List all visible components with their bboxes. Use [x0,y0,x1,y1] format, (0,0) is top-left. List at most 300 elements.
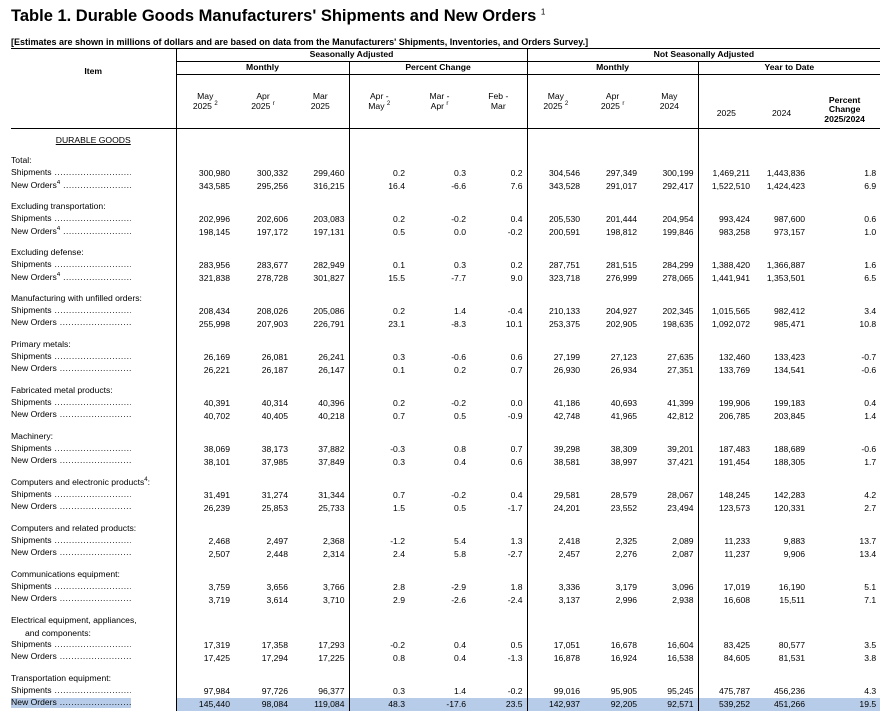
cell-value: 26,239 [203,502,230,513]
cell-value: 27,123 [610,352,638,363]
cell-value: 202,345 [641,306,698,319]
cell-value: 207,903 [256,318,288,329]
row-label: New Orders ..... [11,318,176,331]
row-label: Shipments ..... [11,640,176,653]
cell-value: 2.9 [393,594,405,605]
cell-value: 1,388,420 [711,260,751,271]
row-label: Shipments ..... [11,582,176,595]
table-row [11,214,880,227]
cell-value: 253,375 [549,318,581,329]
cell-value: -7.7 [451,272,466,283]
cell-value: 199,846 [641,226,698,239]
row-label: Shipments ..... [11,490,176,503]
cell-value: 0.2 [470,260,527,273]
cell-value: 99,016 [553,686,581,697]
cell-value: 17,358 [261,640,288,651]
cell-value: 40,396 [292,398,349,411]
cell-value: 200,591 [549,226,581,237]
cell-value: 134,541 [774,364,806,375]
row-label: New Orders ..... [11,594,176,607]
cell-value: 197,172 [256,226,288,237]
cell-value: 0.3 [393,686,405,697]
cell-value: 27,199 [553,352,581,363]
cell-value: 0.2 [454,364,466,375]
cell-value: 0.3 [393,456,405,467]
cell-value: 133,769 [719,364,751,375]
cell-value: 16,924 [610,652,638,663]
row-label: New Orders ..... [11,456,176,469]
column-header: May 2024 [641,75,698,129]
cell-value: 1.7 [864,456,877,467]
cell-value: 1.4 [454,306,466,317]
spacer [11,607,176,614]
cell-value: 40,391 [203,398,230,409]
cell-value: 278,728 [256,272,288,283]
cell-value: 0.2 [393,306,405,317]
item-header-label: Item [84,66,103,76]
cell-value: 17,425 [203,652,230,663]
row-label: Shipments ..... [11,168,176,181]
cell-value: 37,985 [261,456,288,467]
cell-value: 1.6 [864,260,877,271]
cell-value: 204,954 [641,214,698,227]
cell-value: 119,084 [292,698,349,711]
cell-value: 26,187 [261,364,288,375]
cell-value: 188,689 [774,444,806,455]
row-label: Shipments ..... [11,260,176,273]
cell-value: 2.7 [864,502,877,513]
cell-value: -0.9 [470,410,527,423]
cell-value: 0.3 [454,260,466,271]
cell-value: 40,218 [292,410,349,423]
spacer [11,423,176,430]
cell-value: 2,368 [292,536,349,549]
table-row [11,364,880,377]
cell-value: 278,065 [641,272,698,285]
cell-value: -0.6 [861,364,877,375]
cell-value: 0.4 [470,490,527,503]
cell-value: -1.2 [390,536,405,547]
table-body [11,129,880,711]
cell-value: 26,221 [203,364,230,375]
cell-value: 973,157 [774,226,806,237]
cell-value: 0.2 [470,168,527,181]
nsa-monthly-header: Monthly [527,62,698,75]
cell-value: 205,086 [292,306,349,319]
cell-value: -0.6 [861,444,877,455]
cell-value: 199,183 [774,398,806,409]
row-label: Shipments ..... [11,214,176,227]
cell-value: 451,266 [754,698,809,711]
cell-value: 0.2 [393,398,405,409]
cell-value: 299,460 [292,168,349,181]
cell-value: 3,096 [641,582,698,595]
cell-value: 2.4 [393,548,405,559]
cell-value: 16,608 [723,594,751,605]
table-row [11,260,880,273]
cell-value: 38,101 [203,456,230,467]
cell-value: 1.3 [470,536,527,549]
cell-value: 983,258 [719,226,751,237]
table-row [11,352,880,365]
cell-value: 96,377 [292,686,349,699]
cell-value: 202,905 [606,318,638,329]
cell-value: 1,353,501 [766,272,806,283]
cell-value: 148,245 [719,490,751,501]
cell-value: 26,241 [292,352,349,365]
group-title: Excluding transportation: [11,200,176,214]
cell-value: 0.4 [454,456,466,467]
cell-value: -0.2 [390,640,405,651]
cell-value: -0.7 [861,352,877,363]
cell-value: 297,349 [606,168,638,179]
cell-value: 4.2 [864,490,877,501]
cell-value: 37,421 [641,456,698,469]
cell-value: 98,084 [234,698,292,711]
cell-value: 2,276 [615,548,638,559]
cell-value: 276,999 [606,272,638,283]
spacer [11,469,176,476]
cell-value: -6.6 [451,180,466,191]
cell-value: -1.7 [470,502,527,515]
cell-value: 31,344 [292,490,349,503]
table-title [11,7,545,26]
cell-value: 300,332 [256,168,288,179]
table-row [11,456,880,469]
cell-value: 3,179 [615,582,638,593]
row-label: New Orders ..... [11,698,176,711]
column-header: Percent Change 2025/2024 [809,75,880,129]
cell-value: 10.8 [859,318,877,329]
cell-value: 0.2 [393,168,405,179]
table-row [11,398,880,411]
cell-value: 197,131 [292,226,349,239]
table-row [11,226,880,239]
cell-value: 3,766 [292,582,349,595]
spacer [11,193,176,200]
cell-value: 42,812 [641,410,698,423]
row-label: New Orders$^4$ ..... [11,226,176,239]
cell-value: 204,927 [606,306,638,317]
cell-value: 11,233 [724,536,751,547]
cell-value: 3,710 [292,594,349,607]
table-row [11,582,880,595]
cell-value: 25,853 [261,502,288,513]
cell-value: -0.2 [470,686,527,699]
cell-value: 0.4 [454,652,466,663]
cell-value: 2,497 [266,536,288,547]
table-row [11,536,880,549]
table-row [11,640,880,653]
cell-value: 5.1 [864,582,877,593]
cell-value: 1.4 [864,410,877,421]
cell-value: 123,573 [719,502,751,513]
cell-value: 3,137 [558,594,581,605]
cell-value: 203,083 [292,214,349,227]
row-label: Shipments ..... [11,444,176,457]
cell-value: -0.2 [451,490,466,501]
cell-value: 48.3 [349,698,409,711]
column-header: May 2025 $^2$ [176,75,234,129]
cell-value: 17,294 [261,652,288,663]
cell-value: 3,656 [266,582,288,593]
cell-value: 0.1 [393,260,405,271]
cell-value: 1.8 [864,168,877,179]
cell-value: 92,205 [584,698,641,711]
cell-value: 2,418 [558,536,581,547]
group-title: Primary metals: [11,338,176,352]
cell-value: 0.2 [393,214,405,225]
cell-value: 0.7 [470,444,527,457]
column-header: Apr - May $^2$ [349,75,409,129]
cell-value: 97,984 [203,686,230,697]
cell-value: 83,425 [723,640,751,651]
row-label: Shipments ..... [11,352,176,365]
cell-value: 17,293 [292,640,349,653]
cell-value: 0.8 [393,652,405,663]
group-title-cont: and components: [11,628,176,640]
row-label: Shipments ..... [11,536,176,549]
table-row [11,548,880,561]
cell-value: 1,092,072 [711,318,751,329]
cell-value: 38,997 [610,456,638,467]
cell-value: 287,751 [549,260,581,271]
cell-value: 16,604 [641,640,698,653]
cell-value: 2,089 [641,536,698,549]
cell-value: 15,511 [779,594,806,605]
cell-value: 133,423 [774,352,806,363]
cell-value: 281,515 [606,260,638,271]
cell-value: 26,081 [261,352,288,363]
spacer [11,239,176,246]
cell-value: 3,759 [208,582,230,593]
group-title: Computers and electronic products$^4$: [11,476,176,490]
cell-value: 28,579 [610,490,638,501]
cell-value: 191,454 [719,456,751,467]
cell-value: 1,469,211 [712,168,751,179]
cell-value: 3.5 [864,640,877,651]
cell-value: 198,145 [198,226,230,237]
cell-value: 6.5 [864,272,877,283]
cell-value: 2,457 [558,548,581,559]
table-row [11,410,880,423]
group-title: Communications equipment: [11,568,176,582]
cell-value: 210,133 [549,306,581,317]
cell-value: 6.9 [864,180,877,191]
cell-value: 16.4 [388,180,405,191]
spacer [11,515,176,522]
cell-value: 27,351 [641,364,698,377]
group-title: Fabricated metal products: [11,384,176,398]
cell-value: -0.2 [451,398,466,409]
cell-value: 17,051 [553,640,581,651]
cell-value: 2,325 [615,536,638,547]
cell-value: 97,726 [261,686,288,697]
row-label: New Orders ..... [11,548,176,561]
cell-value: 84,605 [723,652,751,663]
cell-value: 1,443,836 [766,168,806,179]
cell-value: 132,460 [719,352,751,363]
cell-value: -2.6 [451,594,466,605]
table-row [11,318,880,331]
cell-value: 38,173 [261,444,288,455]
cell-value: 13.7 [859,536,877,547]
cell-value: 9,883 [783,536,806,547]
cell-value: 323,718 [549,272,581,283]
cell-value: 2.8 [393,582,405,593]
cell-value: 11,237 [724,548,751,559]
cell-value: 198,812 [606,226,638,237]
table-header [11,49,880,129]
column-header: Apr 2025 $^r$ [234,75,292,129]
cell-value: 16,538 [641,652,698,665]
cell-value: 0.0 [454,226,466,237]
cell-value: 205,530 [549,214,581,225]
cell-value: 17,019 [723,582,751,593]
cell-value: 0.4 [864,398,877,409]
cell-value: 187,483 [719,444,751,455]
cell-value: 2,314 [292,548,349,561]
sa-monthly-header: Monthly [176,62,349,75]
column-header: May 2025 $^2$ [527,75,584,129]
table-row [11,168,880,181]
cell-value: 80,577 [778,640,806,651]
cell-value: 16,678 [610,640,638,651]
cell-value: 0.3 [454,168,466,179]
cell-value: 31,274 [261,490,288,501]
cell-value: 2,507 [208,548,230,559]
cell-value: 283,677 [256,260,288,271]
cell-value: 23,494 [641,502,698,515]
cell-value: 1.0 [864,226,877,237]
year-to-date-header: Year to Date [698,62,880,75]
row-label: New Orders ..... [11,364,176,377]
cell-value: -0.2 [470,226,527,239]
table-row [11,490,880,503]
cell-value: 985,471 [774,318,806,329]
group-title: Computers and related products: [11,522,176,536]
item-header [11,49,176,129]
cell-value: 199,906 [719,398,751,409]
cell-value: 23.5 [470,698,527,711]
cell-value: 26,930 [553,364,581,375]
table-row [11,180,880,193]
cell-value: 208,434 [198,306,230,317]
group-title: Electrical equipment, appliances, [11,614,176,628]
durable-goods-table [11,48,880,711]
cell-value: 3,614 [266,594,288,605]
group-title: Manufacturing with unfilled orders: [11,292,176,306]
cell-value: 0.1 [393,364,405,375]
cell-value: -2.4 [470,594,527,607]
cell-value: 24,201 [553,502,581,513]
row-label: Shipments ..... [11,686,176,699]
cell-value: -17.6 [409,698,470,711]
cell-value: 2,448 [266,548,288,559]
cell-value: 19.5 [809,698,880,711]
table-row [11,594,880,607]
cell-value: 201,444 [606,214,638,225]
spacer [11,561,176,568]
cell-value: 25,733 [292,502,349,515]
column-header: 2024 [754,75,809,129]
cell-value: 26,147 [292,364,349,377]
column-header: 2025 [698,75,754,129]
cell-value: 0.0 [470,398,527,411]
cell-value: 987,600 [774,214,806,225]
row-label: New Orders$^4$ ..... [11,180,176,193]
cell-value: 0.4 [454,640,466,651]
cell-value: 1,424,423 [766,180,806,191]
row-label: New Orders ..... [11,410,176,423]
table-row [11,652,880,665]
table-row [11,306,880,319]
cell-value: -2.7 [470,548,527,561]
group-title: Excluding defense: [11,246,176,260]
cell-value: 2,938 [641,594,698,607]
cell-value: 0.8 [454,444,466,455]
cell-value: 301,827 [292,272,349,285]
cell-value: 284,299 [641,260,698,273]
cell-value: 2,468 [208,536,230,547]
cell-value: 40,314 [261,398,288,409]
table-row [11,686,880,699]
cell-value: 3,336 [558,582,581,593]
cell-value: 26,934 [610,364,638,375]
table-row [11,444,880,457]
cell-value: 0.5 [393,226,405,237]
cell-value: 475,787 [719,686,751,697]
cell-value: 316,215 [292,180,349,193]
cell-value: 208,026 [256,306,288,317]
cell-value: 198,635 [641,318,698,331]
cell-value: 982,412 [774,306,806,317]
cell-value: 202,606 [256,214,288,225]
cell-value: 0.6 [864,214,877,225]
cell-value: 0.7 [393,490,405,501]
cell-value: 7.6 [470,180,527,193]
spacer [11,331,176,338]
cell-value: 456,236 [774,686,806,697]
cell-value: 1,015,565 [711,306,751,317]
cell-value: 40,693 [610,398,638,409]
cell-value: 3.4 [864,306,877,317]
cell-value: 23,552 [610,502,638,513]
cell-value: 95,905 [610,686,638,697]
cell-value: 0.6 [470,352,527,365]
cell-value: 41,186 [553,398,581,409]
cell-value: 42,748 [553,410,581,421]
seasonally-adjusted-header: Seasonally Adjusted [176,49,527,62]
cell-value: 0.5 [454,502,466,513]
cell-value: 38,309 [610,444,638,455]
cell-value: 145,440 [176,698,234,711]
cell-value: 39,298 [553,444,581,455]
row-label: Shipments ..... [11,306,176,319]
spacer [11,377,176,384]
row-label: Shipments ..... [11,398,176,411]
cell-value: 292,417 [641,180,698,193]
cell-value: 321,838 [198,272,230,283]
spacer [11,665,176,672]
cell-value: 95,245 [641,686,698,699]
column-header: Apr 2025 $^r$ [584,75,641,129]
cell-value: 1.4 [454,686,466,697]
cell-value: 343,528 [549,180,581,191]
section-title: DURABLE GOODS [11,134,176,148]
cell-value: 17,225 [292,652,349,665]
cell-value: 39,201 [641,444,698,457]
